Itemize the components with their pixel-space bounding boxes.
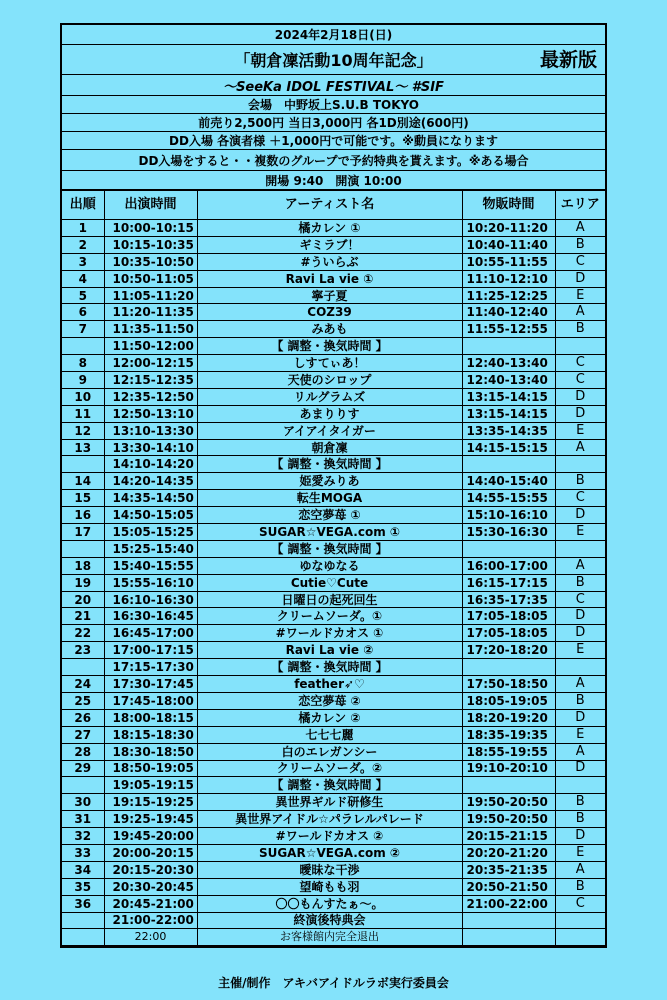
cell-area: C <box>555 355 605 372</box>
cell-area: A <box>555 861 605 878</box>
cell-order <box>62 540 104 557</box>
cell-performance-time: 15:25-15:40 <box>104 540 197 557</box>
cell-artist-name: みあも <box>197 321 462 338</box>
table-row <box>62 507 605 524</box>
cell-order: 19 <box>62 574 104 591</box>
table-row <box>62 304 605 321</box>
cell-artist-name: 橘カレン ② <box>197 709 462 726</box>
cell-merch-time: 19:50-20:50 <box>462 811 555 828</box>
cell-order: 25 <box>62 692 104 709</box>
cell-order: 9 <box>62 372 104 389</box>
open-start-time: 開場 9:40 開演 10:00 <box>62 171 605 190</box>
cell-order: 21 <box>62 608 104 625</box>
table-row <box>62 338 605 355</box>
cell-order: 2 <box>62 236 104 253</box>
cell-merch-time: 20:20-21:20 <box>462 844 555 861</box>
cell-area: D <box>555 625 605 642</box>
cell-artist-name: 曖昧な干渉 <box>197 861 462 878</box>
cell-merch-time: 15:30-16:30 <box>462 524 555 541</box>
table-row <box>62 878 605 895</box>
header-artist-name: アーティスト名 <box>197 191 462 220</box>
cell-order <box>62 777 104 794</box>
ticket-price-info: 前売り2,500円 当日3,000円 各1D別途(600円) <box>62 114 605 132</box>
cell-area: A <box>555 439 605 456</box>
cell-artist-name: 【 調整・換気時間 】 <box>197 456 462 473</box>
cell-performance-time: 19:15-19:25 <box>104 794 197 811</box>
cell-performance-time: 12:50-13:10 <box>104 405 197 422</box>
table-row <box>62 591 605 608</box>
cell-artist-name: feather➶♡ <box>197 676 462 693</box>
table-row <box>62 439 605 456</box>
cell-artist-name: 転生MOGA <box>197 490 462 507</box>
cell-artist-name: 姫愛みりあ <box>197 473 462 490</box>
cell-order: 11 <box>62 405 104 422</box>
cell-area: A <box>555 676 605 693</box>
table-row <box>62 608 605 625</box>
cell-merch-time <box>462 338 555 355</box>
cell-area: B <box>555 692 605 709</box>
cell-performance-time: 17:45-18:00 <box>104 692 197 709</box>
cell-performance-time: 10:50-11:05 <box>104 270 197 287</box>
timetable-frame <box>60 23 607 948</box>
schedule-table <box>62 190 605 946</box>
cell-order: 13 <box>62 439 104 456</box>
cell-area: D <box>555 388 605 405</box>
cell-performance-time: 19:05-19:15 <box>104 777 197 794</box>
event-date: 2024年2月18日(日) <box>62 25 605 45</box>
cell-merch-time <box>462 777 555 794</box>
cell-merch-time: 11:25-12:25 <box>462 287 555 304</box>
cell-artist-name: クリームソーダ。① <box>197 608 462 625</box>
table-row <box>62 811 605 828</box>
cell-merch-time: 20:35-21:35 <box>462 861 555 878</box>
cell-performance-time: 12:35-12:50 <box>104 388 197 405</box>
cell-area: D <box>555 828 605 845</box>
cell-merch-time: 17:50-18:50 <box>462 676 555 693</box>
cell-performance-time: 20:15-20:30 <box>104 861 197 878</box>
cell-performance-time: 17:30-17:45 <box>104 676 197 693</box>
cell-artist-name: 白のエレガンシー <box>197 743 462 760</box>
cell-order: 14 <box>62 473 104 490</box>
header-area: エリア <box>555 191 605 220</box>
cell-order <box>62 659 104 676</box>
cell-area: E <box>555 726 605 743</box>
cell-performance-time: 12:15-12:35 <box>104 372 197 389</box>
cell-merch-time: 18:20-19:20 <box>462 709 555 726</box>
cell-performance-time: 15:05-15:25 <box>104 524 197 541</box>
cell-performance-time: 14:50-15:05 <box>104 507 197 524</box>
table-row <box>62 777 605 794</box>
cell-merch-time: 14:40-15:40 <box>462 473 555 490</box>
cell-merch-time: 18:55-19:55 <box>462 743 555 760</box>
cell-area: B <box>555 236 605 253</box>
cell-artist-name: #ワールドカオス ② <box>197 828 462 845</box>
cell-area: D <box>555 405 605 422</box>
cell-merch-time: 12:40-13:40 <box>462 355 555 372</box>
cell-merch-time: 17:05-18:05 <box>462 625 555 642</box>
cell-order: 27 <box>62 726 104 743</box>
cell-performance-time: 19:25-19:45 <box>104 811 197 828</box>
cell-merch-time: 12:40-13:40 <box>462 372 555 389</box>
table-row <box>62 692 605 709</box>
cell-performance-time: 11:50-12:00 <box>104 338 197 355</box>
schedule-header-row <box>62 191 605 220</box>
cell-area: E <box>555 422 605 439</box>
cell-merch-time <box>462 540 555 557</box>
cell-area: B <box>555 878 605 895</box>
cell-performance-time: 14:35-14:50 <box>104 490 197 507</box>
cell-area <box>555 912 605 929</box>
cell-performance-time: 18:30-18:50 <box>104 743 197 760</box>
cell-order: 31 <box>62 811 104 828</box>
cell-order: 32 <box>62 828 104 845</box>
cell-area: D <box>555 608 605 625</box>
cell-merch-time: 16:15-17:15 <box>462 574 555 591</box>
cell-area: A <box>555 304 605 321</box>
table-row <box>62 861 605 878</box>
table-row <box>62 557 605 574</box>
cell-area: E <box>555 287 605 304</box>
cell-order: 15 <box>62 490 104 507</box>
cell-area: C <box>555 490 605 507</box>
table-row <box>62 253 605 270</box>
cell-performance-time: 13:10-13:30 <box>104 422 197 439</box>
event-title: 「朝倉凜活動10周年記念」 <box>234 51 433 70</box>
table-row <box>62 895 605 912</box>
header-order: 出順 <box>62 191 104 220</box>
cell-performance-time: 16:10-16:30 <box>104 591 197 608</box>
cell-performance-time: 21:00-22:00 <box>104 912 197 929</box>
table-row <box>62 270 605 287</box>
cell-performance-time: 14:20-14:35 <box>104 473 197 490</box>
cell-order: 24 <box>62 676 104 693</box>
cell-order: 28 <box>62 743 104 760</box>
cell-area: C <box>555 591 605 608</box>
cell-area <box>555 929 605 946</box>
table-row <box>62 676 605 693</box>
cell-order: 26 <box>62 709 104 726</box>
cell-order: 29 <box>62 760 104 777</box>
cell-order: 12 <box>62 422 104 439</box>
cell-artist-name: 日曜日の起死回生 <box>197 591 462 608</box>
cell-merch-time: 15:10-16:10 <box>462 507 555 524</box>
cell-merch-time: 18:05-19:05 <box>462 692 555 709</box>
cell-order: 1 <box>62 220 104 237</box>
cell-order: 17 <box>62 524 104 541</box>
cell-performance-time: 11:05-11:20 <box>104 287 197 304</box>
cell-performance-time: 22:00 <box>104 929 197 946</box>
table-row <box>62 844 605 861</box>
cell-order: 18 <box>62 557 104 574</box>
cell-artist-name: 七七七麗 <box>197 726 462 743</box>
cell-artist-name: ゆなゆなる <box>197 557 462 574</box>
cell-order: 22 <box>62 625 104 642</box>
cell-area: E <box>555 524 605 541</box>
cell-artist-name: クリームソーダ。② <box>197 760 462 777</box>
cell-performance-time: 15:40-15:55 <box>104 557 197 574</box>
cell-performance-time: 10:00-10:15 <box>104 220 197 237</box>
cell-merch-time: 11:10-12:10 <box>462 270 555 287</box>
cell-artist-name: Cutie♡Cute <box>197 574 462 591</box>
cell-area: E <box>555 844 605 861</box>
table-row <box>62 372 605 389</box>
cell-area: A <box>555 743 605 760</box>
cell-merch-time: 13:15-14:15 <box>462 388 555 405</box>
table-row <box>62 524 605 541</box>
cell-order: 36 <box>62 895 104 912</box>
cell-order: 33 <box>62 844 104 861</box>
cell-area <box>555 540 605 557</box>
cell-area <box>555 777 605 794</box>
table-row <box>62 659 605 676</box>
cell-artist-name: 天使のシロップ <box>197 372 462 389</box>
table-row <box>62 490 605 507</box>
cell-artist-name: 【 調整・換気時間 】 <box>197 777 462 794</box>
cell-performance-time: 20:45-21:00 <box>104 895 197 912</box>
cell-artist-name: ギミラブ！ <box>197 236 462 253</box>
cell-artist-name: SUGAR☆VEGA.com ② <box>197 844 462 861</box>
header-merch-time: 物販時間 <box>462 191 555 220</box>
cell-artist-name: 寧子夏 <box>197 287 462 304</box>
schedule-body <box>62 220 605 946</box>
cell-area: D <box>555 709 605 726</box>
cell-merch-time <box>462 456 555 473</box>
cell-merch-time <box>462 659 555 676</box>
cell-artist-name: Ravi La vie ② <box>197 642 462 659</box>
cell-artist-name: アイアイタイガー <box>197 422 462 439</box>
cell-order: 10 <box>62 388 104 405</box>
table-row <box>62 709 605 726</box>
cell-merch-time: 20:15-21:15 <box>462 828 555 845</box>
cell-artist-name: 橘カレン ① <box>197 220 462 237</box>
cell-performance-time: 18:15-18:30 <box>104 726 197 743</box>
cell-performance-time: 11:20-11:35 <box>104 304 197 321</box>
cell-order: 20 <box>62 591 104 608</box>
cell-area: B <box>555 794 605 811</box>
cell-artist-name: 異世界ギルド研修生 <box>197 794 462 811</box>
cell-area <box>555 338 605 355</box>
header-performance-time: 出演時間 <box>104 191 197 220</box>
cell-artist-name: COZ39 <box>197 304 462 321</box>
cell-area: D <box>555 507 605 524</box>
cell-merch-time <box>462 912 555 929</box>
cell-artist-name: 朝倉凜 <box>197 439 462 456</box>
table-row <box>62 473 605 490</box>
cell-area: B <box>555 321 605 338</box>
cell-artist-name: リルグラムズ <box>197 388 462 405</box>
cell-order: 16 <box>62 507 104 524</box>
table-row <box>62 828 605 845</box>
cell-artist-name: 【 調整・換気時間 】 <box>197 540 462 557</box>
cell-merch-time: 13:35-14:35 <box>462 422 555 439</box>
cell-order: 6 <box>62 304 104 321</box>
cell-performance-time: 20:00-20:15 <box>104 844 197 861</box>
cell-merch-time: 11:55-12:55 <box>462 321 555 338</box>
table-row <box>62 287 605 304</box>
cell-area: C <box>555 895 605 912</box>
venue-info: 会場 中野坂上S.U.B TOKYO <box>62 96 605 114</box>
table-row <box>62 794 605 811</box>
cell-artist-name: 〇〇もんすたぁ〜。 <box>197 895 462 912</box>
cell-area: E <box>555 642 605 659</box>
cell-area: D <box>555 270 605 287</box>
cell-order: 23 <box>62 642 104 659</box>
cell-artist-name: SUGAR☆VEGA.com ① <box>197 524 462 541</box>
cell-merch-time <box>462 929 555 946</box>
cell-merch-time: 16:35-17:35 <box>462 591 555 608</box>
cell-artist-name: #ういらぶ <box>197 253 462 270</box>
cell-order: 5 <box>62 287 104 304</box>
cell-performance-time: 20:30-20:45 <box>104 878 197 895</box>
cell-artist-name: あまりりす <box>197 405 462 422</box>
table-row <box>62 456 605 473</box>
cell-performance-time: 16:30-16:45 <box>104 608 197 625</box>
cell-merch-time: 17:20-18:20 <box>462 642 555 659</box>
cell-merch-time: 14:55-15:55 <box>462 490 555 507</box>
cell-merch-time: 11:40-12:40 <box>462 304 555 321</box>
table-row <box>62 743 605 760</box>
event-title-row <box>62 45 605 75</box>
table-row <box>62 760 605 777</box>
cell-area: C <box>555 253 605 270</box>
cell-performance-time: 18:00-18:15 <box>104 709 197 726</box>
cell-merch-time: 10:20-11:20 <box>462 220 555 237</box>
latest-version-badge: 最新版 <box>539 49 597 71</box>
cell-order <box>62 456 104 473</box>
table-row <box>62 540 605 557</box>
dd-benefit-info: DD入場をすると・・複数のグループで予約特典を貰えます。※ある場合 <box>62 150 605 171</box>
cell-merch-time: 10:55-11:55 <box>462 253 555 270</box>
cell-merch-time: 21:00-22:00 <box>462 895 555 912</box>
cell-merch-time: 18:35-19:35 <box>462 726 555 743</box>
cell-merch-time: 14:15-15:15 <box>462 439 555 456</box>
cell-artist-name: お客様館内完全退出 <box>197 929 462 946</box>
cell-performance-time: 10:15-10:35 <box>104 236 197 253</box>
cell-performance-time: 17:15-17:30 <box>104 659 197 676</box>
table-row <box>62 642 605 659</box>
table-row <box>62 574 605 591</box>
cell-artist-name: 【 調整・換気時間 】 <box>197 338 462 355</box>
table-row <box>62 236 605 253</box>
cell-artist-name: 【 調整・換気時間 】 <box>197 659 462 676</box>
cell-artist-name: 異世界アイドル☆パラレルパレード <box>197 811 462 828</box>
table-row <box>62 355 605 372</box>
cell-performance-time: 19:45-20:00 <box>104 828 197 845</box>
cell-merch-time: 13:15-14:15 <box>462 405 555 422</box>
cell-performance-time: 12:00-12:15 <box>104 355 197 372</box>
cell-artist-name: 終演後特典会 <box>197 912 462 929</box>
table-row <box>62 422 605 439</box>
cell-order <box>62 338 104 355</box>
cell-artist-name: 恋空夢苺 ① <box>197 507 462 524</box>
cell-order <box>62 929 104 946</box>
cell-order: 7 <box>62 321 104 338</box>
cell-performance-time: 17:00-17:15 <box>104 642 197 659</box>
cell-area: B <box>555 473 605 490</box>
cell-order: 3 <box>62 253 104 270</box>
cell-order: 30 <box>62 794 104 811</box>
cell-performance-time: 14:10-14:20 <box>104 456 197 473</box>
cell-performance-time: 16:45-17:00 <box>104 625 197 642</box>
organizer-credit: 主催/制作 アキバアイドルラボ実行委員会 <box>218 976 449 990</box>
cell-artist-name: 恋空夢苺 ② <box>197 692 462 709</box>
cell-order: 4 <box>62 270 104 287</box>
table-row <box>62 220 605 237</box>
cell-order: 35 <box>62 878 104 895</box>
cell-area: A <box>555 557 605 574</box>
cell-performance-time: 11:35-11:50 <box>104 321 197 338</box>
cell-order: 8 <box>62 355 104 372</box>
table-row <box>62 726 605 743</box>
cell-performance-time: 13:30-14:10 <box>104 439 197 456</box>
cell-artist-name: 望崎もも羽 <box>197 878 462 895</box>
cell-order <box>62 912 104 929</box>
cell-performance-time: 15:55-16:10 <box>104 574 197 591</box>
cell-area: B <box>555 574 605 591</box>
cell-area: C <box>555 372 605 389</box>
cell-area: A <box>555 220 605 237</box>
event-subtitle: 〜SeeKa IDOL FESTIVAL〜 #SIF <box>62 75 605 96</box>
table-row <box>62 388 605 405</box>
cell-artist-name: しすてぃあ！ <box>197 355 462 372</box>
cell-performance-time: 10:35-10:50 <box>104 253 197 270</box>
cell-merch-time: 17:05-18:05 <box>462 608 555 625</box>
cell-artist-name: #ワールドカオス ① <box>197 625 462 642</box>
cell-order: 34 <box>62 861 104 878</box>
cell-merch-time: 10:40-11:40 <box>462 236 555 253</box>
cell-merch-time: 19:50-20:50 <box>462 794 555 811</box>
cell-artist-name: Ravi La vie ① <box>197 270 462 287</box>
table-row <box>62 405 605 422</box>
table-row <box>62 321 605 338</box>
cell-area <box>555 659 605 676</box>
cell-merch-time: 20:50-21:50 <box>462 878 555 895</box>
table-row <box>62 929 605 946</box>
cell-merch-time: 19:10-20:10 <box>462 760 555 777</box>
cell-area: B <box>555 811 605 828</box>
dd-entry-info: DD入場 各演者様 ＋1,000円で可能です。※動員になります <box>62 132 605 150</box>
cell-performance-time: 18:50-19:05 <box>104 760 197 777</box>
cell-area <box>555 456 605 473</box>
table-row <box>62 625 605 642</box>
table-row <box>62 912 605 929</box>
cell-area: D <box>555 760 605 777</box>
cell-merch-time: 16:00-17:00 <box>462 557 555 574</box>
